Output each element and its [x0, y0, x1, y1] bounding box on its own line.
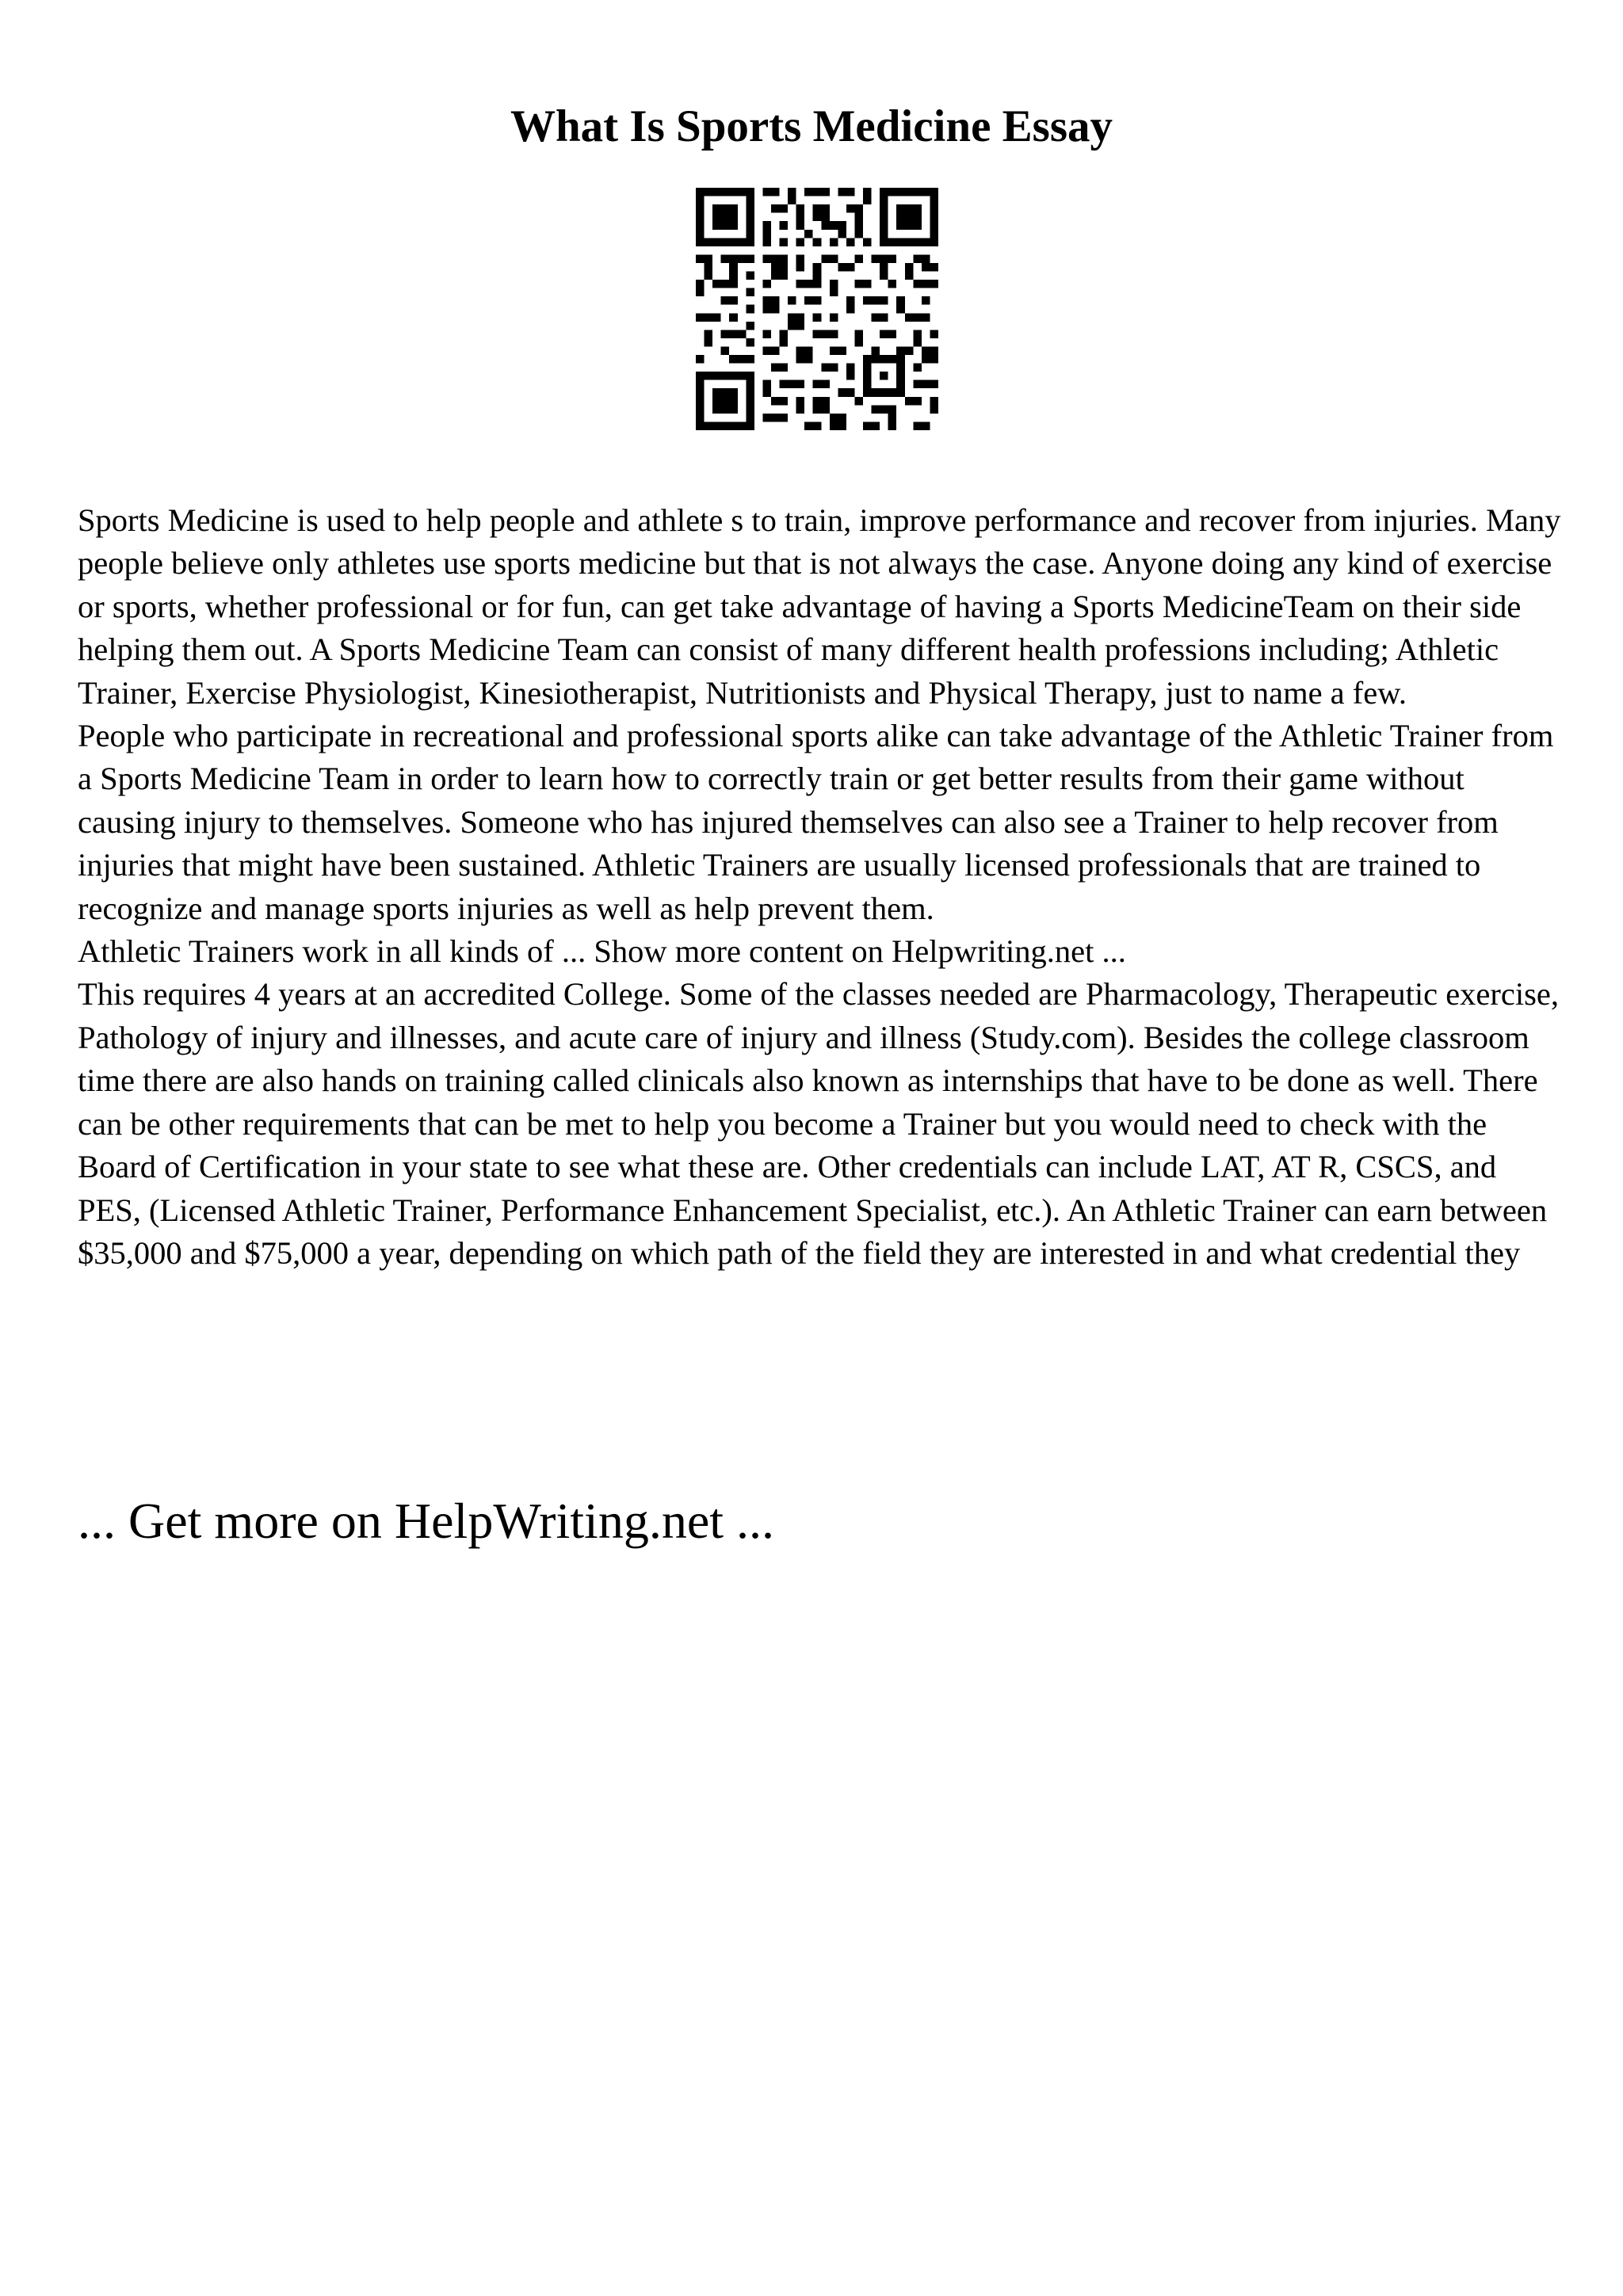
- paragraph: People who participate in recreational and professional sports alike can take advantage of the Athletic Trainer from a Sports Medicine Team in order to learn how to correctly train or get better results from their game without causing injury to themselves. Someone who has injured themselves can also see a Trainer to help recover from injuries that might have been sustained. Athletic Trainers are usually licensed professionals that are trained to recognize and manage sports injuries as well as help prevent them.: [78, 718, 1554, 926]
- essay-body: [78, 499, 1568, 1275]
- get-more-link[interactable]: ... Get more on HelpWriting.net ...: [78, 1493, 774, 1549]
- paragraph: This requires 4 years at an accredited College. Some of the classes needed are Pharmacology, Therapeutic exercise, Pathology of injury and illnesses, and acute care of injury and illness (Study.com). Besides the college classroom time there are also hands on training called clinicals also known as internships that have to be done as well. There can be other requirements that can be met to help you become a Trainer but you would need to check with the Board of Certification in your state to see what these are. Other credentials can include LAT, AT R, CSCS, and PES, (Licensed Athletic Trainer, Performance Enhancement Specialist, etc.). An Athletic Trainer can earn between $35,000 and $75,000 a year, depending on which path of the field they are interested in and what credential they: [78, 976, 1559, 1271]
- page-title: What Is Sports Medicine Essay: [510, 101, 1113, 151]
- show-more-line: Athletic Trainers work in all kinds of ... Show more content on Helpwriting.net ...: [78, 933, 1126, 970]
- paragraph: Sports Medicine is used to help people and athlete s to train, improve performance and recover from injuries. Many people believe only athletes use sports medicine but that is not always the case. Anyone doing any kind of exercise or sports, whether professional or for fun, can get take advantage of having a Sports MedicineTeam on their side helping them out. A Sports Medicine Team can consist of many different health professions including; Athletic Trainer, Exercise Physiologist, Kinesiotherapist, Nutritionists and Physical Therapy, just to name a few.: [78, 502, 1561, 711]
- qr-code-icon[interactable]: [696, 188, 938, 430]
